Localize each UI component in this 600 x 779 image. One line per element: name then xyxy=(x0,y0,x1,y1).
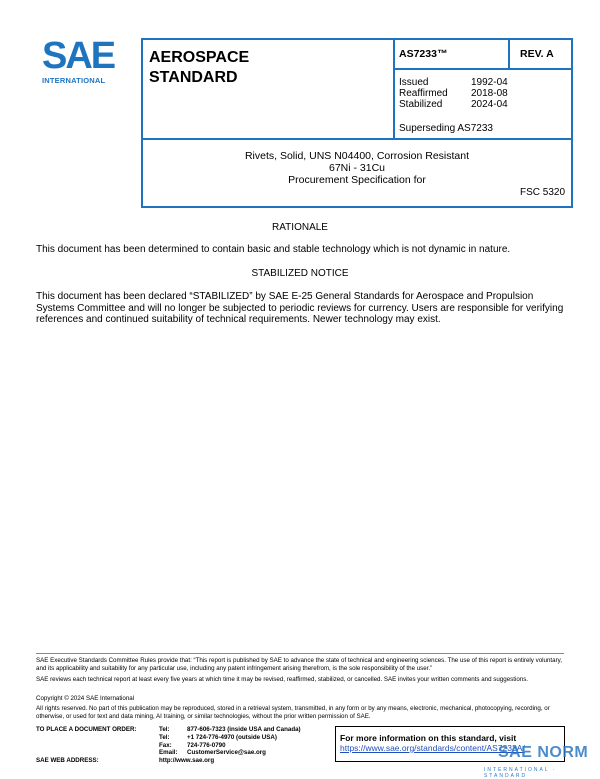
rationale-text: This document has been determined to contain basic and stable technology which is not dynamic in nature. xyxy=(36,244,511,255)
more-info-title: For more information on this standard, visit xyxy=(340,733,517,743)
watermark-logo: SAE NORM xyxy=(498,744,589,761)
copyright-line: Copyright © 2024 SAE International xyxy=(36,695,135,702)
committee-rules-text: SAE Executive Standards Committee Rules provide that: “This report is published by SAE to advance the state of technical and engineering sciences. The use of this report is entirely voluntary, and its applicability and suitability for any particular use, including any patent infringement arising therefrom, is the sole responsibility of the user.” xyxy=(36,657,562,672)
date-row-reaffirmed: Reaffirmed 2018-08 xyxy=(399,88,508,99)
fax-number: 724-776-0790 xyxy=(187,741,226,749)
document-type-title: AEROSPACE STANDARD xyxy=(149,49,250,86)
date-row-issued: Issued 1992-04 xyxy=(399,77,508,88)
stabilized-notice-heading: STABILIZED NOTICE xyxy=(251,268,349,279)
date-row-stabilized: Stabilized 2024-04 xyxy=(399,99,508,110)
fsc-code: FSC 5320 xyxy=(520,187,566,198)
phone-usa[interactable]: 877-606-7323 (inside USA and Canada) xyxy=(187,726,301,733)
footer-divider xyxy=(36,653,564,654)
email-link[interactable]: CustomerService@sae.org xyxy=(187,749,266,757)
rationale-heading: RATIONALE xyxy=(272,222,328,233)
logo-subtitle: INTERNATIONAL xyxy=(42,76,106,85)
date-list xyxy=(399,77,508,110)
standard-page-link[interactable]: https://www.sae.org/standards/content/AS7233A/ xyxy=(340,743,525,753)
logo-brand: SAE xyxy=(42,35,115,77)
stabilized-notice-text: This document has been declared “STABILIZED” by SAE E-25 General Standards for Aerospace and Propulsion Systems Committee and will no longer be subjected to periodic reviews for currency. Users are responsible for verifying references and continued suitability of technical requirements. Newer technology may exist. xyxy=(36,291,564,325)
order-contact-table: TO PLACE A DOCUMENT ORDER: Tel: 877-606-7323 (inside USA and Canada) Tel: +1 724-776-4970 (outside USA) Fax: 724-776-0790 Email: CustomerService@sae.org SAE WEB ADDRESS: http://www.sae.org xyxy=(36,726,301,765)
phone-international[interactable]: +1 724-776-4970 (outside USA) xyxy=(187,733,277,741)
review-policy-text: SAE reviews each technical report at least every five years at which time it may be revised, reaffirmed, stabilized, or cancelled. SAE invites your written comments and suggestions. xyxy=(36,676,529,683)
revision-label: REV. A xyxy=(520,48,554,60)
document-number: AS7233™ xyxy=(399,48,448,60)
sae-logo xyxy=(36,36,120,86)
rights-text: All rights reserved. No part of this publication may be reproduced, stored in a retrieval system, transmitted, in any form or by any means, electronic, mechanical, photocopying, recording, or otherwise, or used for text and data mining, AI training, or similar technologies, without the prior written permission of SAE. xyxy=(36,705,550,720)
web-address-link[interactable]: http://www.sae.org xyxy=(159,757,215,765)
document-subject: Rivets, Solid, UNS N04400, Corrosion Resistant 67Ni - 31Cu Procurement Specification for xyxy=(244,150,470,186)
watermark-subtext: INTERNATIONAL · STANDARD xyxy=(484,767,557,779)
superseding-note: Superseding AS7233 xyxy=(399,123,493,134)
